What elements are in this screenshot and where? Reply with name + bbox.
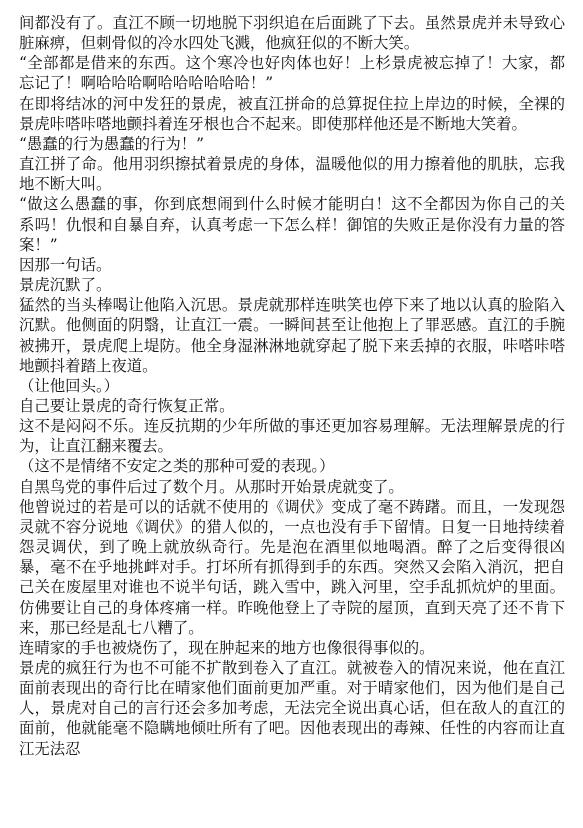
paragraph: （让他回头。） — [19, 376, 120, 395]
paragraph: 这不是闷闷不乐。连反抗期的少年所做的事还更加容易理解。无法理解景虎的行为，让直江翻来覆去。 — [19, 417, 565, 456]
paragraph: 景虎的疯狂行为也不可能不扩散到卷入了直江。就被卷入的情况来说，他在直江面前表现出的奇行比在晴家他们面前更加严重。对于晴家他们，因为他们是自己人，景虎对自己的言行还会多加考虑，无法完全说出真心话，但在敌人的直江的面前，他就能毫不隐瞒地倾吐所有了吧。因他表现出的毒辣、任性的内容而让直江无法忍 — [19, 659, 565, 758]
paragraph: 直江拼了命。他用羽织擦拭着景虎的身体，温暖他似的用力擦着他的肌肤，忘我地不断大叫。 — [19, 155, 565, 194]
paragraph: 间都没有了。直江不顾一切地脱下羽织追在后面跳了下去。虽然景虎并未导致心脏麻痹，但刺骨似的冷水四处飞溅，他疯狂似的不断大笑。 — [19, 14, 565, 53]
paragraph: 自黑鸟党的事件后过了数个月。从那时开始景虎就变了。 — [19, 477, 404, 496]
paragraph: 他曾说过的若是可以的话就不使用的《调伏》变成了毫不踌躇。而且，一发现怨灵就不容分说地《调伏》的猎人似的，一点也没有手下留情。日复一日地持续着怨灵调伏，到了晚上就放纵奇行。先是泡在酒里似地喝酒。醉了之后变得很凶暴，毫不在乎地挑衅对手。打坏所有抓得到手的东西。突然又会陷入消沉，把自己关在废屋里对谁也不说半句话，跳入雪中，跳入河里，空手乱抓炕炉的里面。仿佛要让自己的身体疼痛一样。昨晚他登上了寺院的屋顶，直到天亮了还不肯下来，那已经是乱七八糟了。 — [19, 497, 565, 637]
paragraph: 因那一句话。 — [19, 255, 112, 274]
paragraph: 自己要让景虎的奇行恢复正常。 — [19, 396, 235, 415]
paragraph: “做这么愚蠢的事，你到底想闹到什么时候才能明白！这不全都因为你自己的关系吗！仇恨和自暴自弃，认真考虑一下怎么样！御馆的失败正是你没有力量的答案！” — [19, 195, 565, 254]
paragraph: 景虎沉默了。 — [19, 276, 112, 295]
paragraph: 在即将结冰的河中发狂的景虎，被直江拼命的总算捉住拉上岸边的时候，全裸的景虎咔嗒咔嗒地颤抖着连牙根也合不起来。即使那样他还是不断地大笑着。 — [19, 94, 565, 133]
paragraph: 猛然的当头棒喝让他陷入沉思。景虎就那样连哄笑也停下来了地以认真的脸陷入沉默。他侧面的阴翳，让直江一震。一瞬间甚至让他抱上了罪恶感。直江的手腕被拂开，景虎爬上堤防。他全身湿淋淋地就穿起了脱下来丢掉的衣服，咔嗒咔嗒地颤抖着踏上夜道。 — [19, 296, 565, 375]
paragraph: （这不是情绪不安定之类的那种可爱的表现。） — [19, 457, 335, 476]
paragraph: “全部都是借来的东西。这个寒冷也好肉体也好！上杉景虎被忘掉了！大家，都忘记了！啊哈哈哈啊哈哈哈哈哈哈！” — [19, 54, 565, 93]
paragraph: “愚蠢的行为愚蠢的行为！” — [19, 134, 205, 153]
paragraph: 连晴家的手也被烧伤了，现在肿起来的地方也像很得事似的。 — [19, 638, 435, 657]
